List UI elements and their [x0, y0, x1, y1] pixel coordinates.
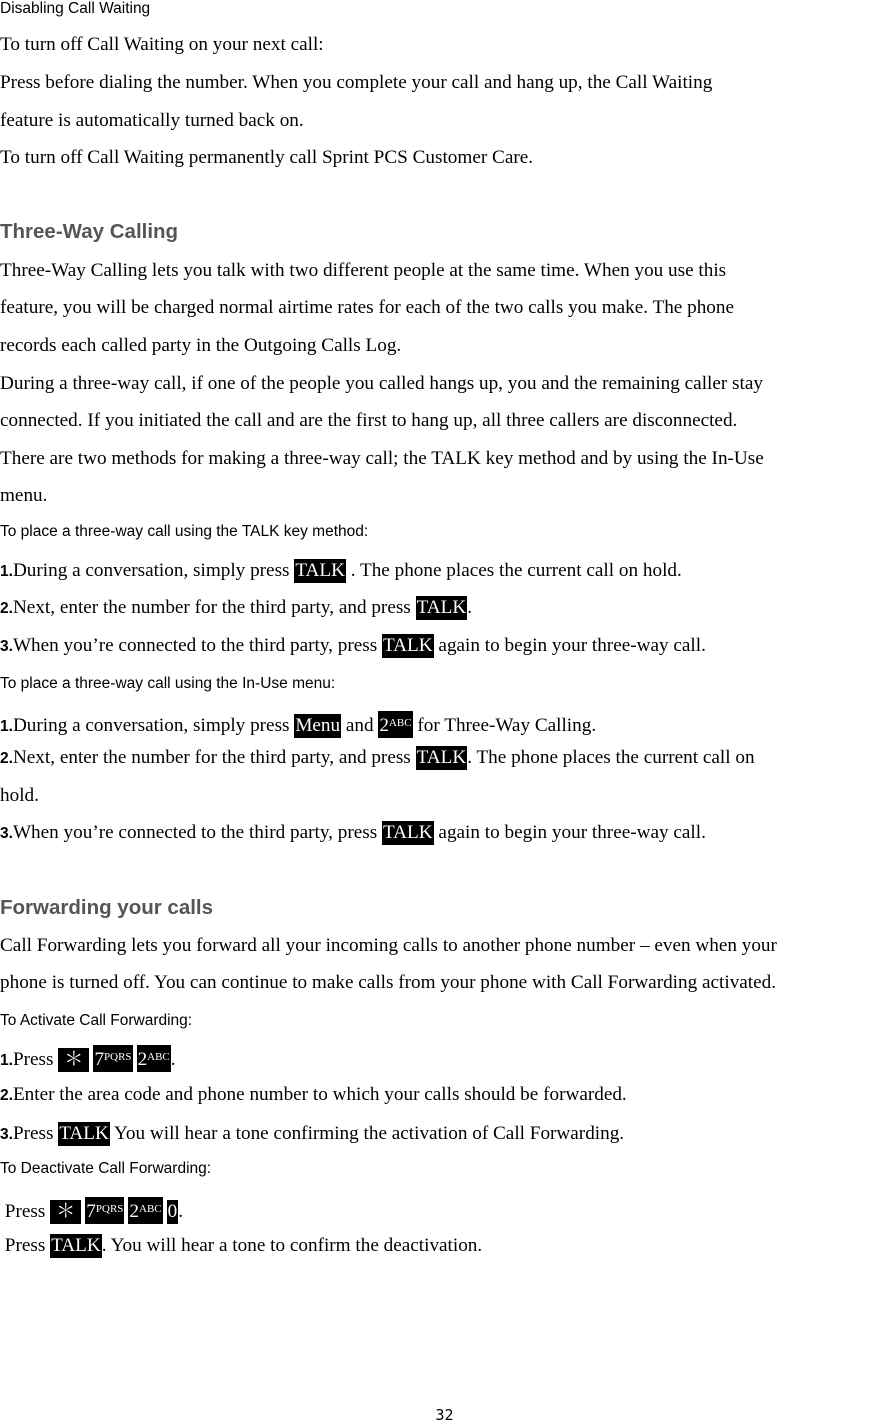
- paragraph-line: Call Forwarding lets you forward all your incoming calls to another phone number – even when your: [0, 935, 777, 956]
- step-number: 3.: [0, 825, 13, 842]
- step-activate-1: [0, 1045, 176, 1073]
- key-2-abc: [378, 711, 412, 738]
- step-menu-3: [0, 821, 706, 846]
- step-text: . The phone places the current call on hold.: [345, 560, 682, 581]
- step-text: Enter the area code and phone number to which your calls should be forwarded.: [12, 1084, 627, 1105]
- step-deactivate-1: [0, 1197, 183, 1224]
- key-2-abc: [137, 1045, 171, 1072]
- step-number: 3.: [0, 638, 13, 655]
- talk-key: TALK: [295, 560, 345, 581]
- key-digit: 7: [86, 1201, 96, 1222]
- step-number: 3.: [0, 1126, 13, 1143]
- step-text: When you’re connected to the third party, press: [12, 635, 382, 656]
- key-letters: ABC: [147, 1051, 170, 1063]
- step-text: .: [178, 1201, 184, 1222]
- key-letters: ABC: [388, 717, 412, 729]
- step-text: Press: [12, 1123, 59, 1144]
- step-menu-2: [0, 746, 755, 771]
- subheading-talk-key-method: To place a three-way call using the TALK key method:: [0, 523, 369, 540]
- step-number: 2.: [0, 1087, 13, 1104]
- step-text: . The phone places the current call on: [467, 747, 755, 768]
- star-key: ＊: [50, 1200, 81, 1224]
- step-text: Next, enter the number for the third party, and press: [12, 747, 416, 768]
- step-text: .: [170, 1049, 176, 1070]
- talk-key: TALK: [416, 597, 467, 618]
- step-number: 1.: [0, 563, 13, 580]
- key-digit: 2: [129, 1201, 140, 1222]
- step-number: 2.: [0, 600, 13, 617]
- section-title-forwarding: Forwarding your calls: [0, 896, 214, 919]
- step-activate-2: [0, 1083, 627, 1108]
- step-text: During a conversation, simply press: [12, 715, 295, 736]
- paragraph-line: To turn off Call Waiting permanently call Sprint PCS Customer Care.: [0, 147, 534, 168]
- paragraph-line: To turn off Call Waiting on your next call:: [0, 34, 324, 55]
- step-deactivate-2: [0, 1234, 482, 1258]
- step-talk-3: [0, 634, 706, 659]
- step-text: During a conversation, simply press: [12, 560, 295, 581]
- menu-key: Menu: [295, 715, 341, 736]
- step-text: Press: [4, 1201, 51, 1222]
- subheading-in-use-menu: To place a three-way call using the In-Use menu:: [0, 675, 336, 692]
- paragraph-line: Three-Way Calling lets you talk with two different people at the same time. When you use this: [0, 260, 727, 281]
- step-text: When you’re connected to the third party, press: [12, 822, 382, 843]
- step-text: and: [341, 715, 379, 736]
- section-title-three-way-calling: Three-Way Calling: [0, 220, 179, 243]
- step-number: 1.: [0, 718, 13, 735]
- paragraph-line: phone is turned off. You can continue to make calls from your phone with Call Forwarding activated.: [0, 972, 777, 993]
- talk-key: TALK: [383, 635, 433, 656]
- key-digit: 2: [137, 1049, 148, 1070]
- step-text: again to begin your three-way call.: [433, 822, 706, 843]
- key-digit: 2: [379, 715, 389, 736]
- step-text: for Three-Way Calling.: [412, 715, 597, 736]
- paragraph-line: During a three-way call, if one of the people you called hangs up, you and the remaining caller stay: [0, 373, 763, 394]
- talk-key: TALK: [416, 747, 467, 768]
- key-letters: PQRS: [95, 1203, 124, 1215]
- talk-key: TALK: [59, 1123, 109, 1144]
- paragraph-line: feature, you will be charged normal airtime rates for each of the two calls you make. The phone: [0, 297, 735, 318]
- key-7-pqrs: [93, 1045, 132, 1072]
- page-number: 32: [435, 1406, 454, 1424]
- paragraph-line: Press before dialing the number. When you complete your call and hang up, the Call Waiting: [0, 72, 713, 93]
- step-number: 2.: [0, 750, 13, 767]
- star-key: ＊: [58, 1048, 89, 1072]
- step-number: 1.: [0, 1052, 13, 1069]
- step-text: . You will hear a tone to confirm the deactivation.: [101, 1235, 483, 1256]
- talk-key: TALK: [51, 1235, 101, 1256]
- key-letters: PQRS: [104, 1051, 132, 1063]
- paragraph-line: feature is automatically turned back on.: [0, 110, 304, 131]
- paragraph-line: records each called party in the Outgoing Calls Log.: [0, 335, 402, 356]
- step-text: Press: [12, 1049, 59, 1070]
- step-text: .: [467, 597, 472, 618]
- step-text: Press: [4, 1235, 51, 1256]
- subheading-activate: To Activate Call Forwarding:: [0, 1012, 193, 1029]
- step-talk-1: [0, 559, 682, 584]
- key-7-pqrs: [85, 1197, 124, 1224]
- step-menu-1: [0, 711, 596, 739]
- key-letters: ABC: [139, 1203, 162, 1215]
- subheading-disabling-call-waiting: Disabling Call Waiting: [0, 0, 151, 17]
- paragraph-line: connected. If you initiated the call and are the first to hang up, all three callers are disconnected.: [0, 410, 738, 431]
- key-0: 0: [167, 1201, 178, 1222]
- step-text: again to begin your three-way call.: [433, 635, 706, 656]
- paragraph-line: There are two methods for making a three-way call; the TALK key method and by using the In-Use: [0, 448, 764, 469]
- step-talk-2: [0, 596, 472, 621]
- subheading-deactivate: To Deactivate Call Forwarding:: [0, 1160, 212, 1177]
- step-text: You will hear a tone confirming the activation of Call Forwarding.: [109, 1123, 625, 1144]
- step-menu-2-continued: hold.: [0, 785, 39, 806]
- paragraph-line: menu.: [0, 485, 48, 506]
- step-activate-3: [0, 1122, 624, 1147]
- step-text: Next, enter the number for the third party, and press: [12, 597, 416, 618]
- key-2-abc: [128, 1197, 162, 1224]
- talk-key: TALK: [383, 822, 433, 843]
- key-digit: 7: [94, 1049, 105, 1070]
